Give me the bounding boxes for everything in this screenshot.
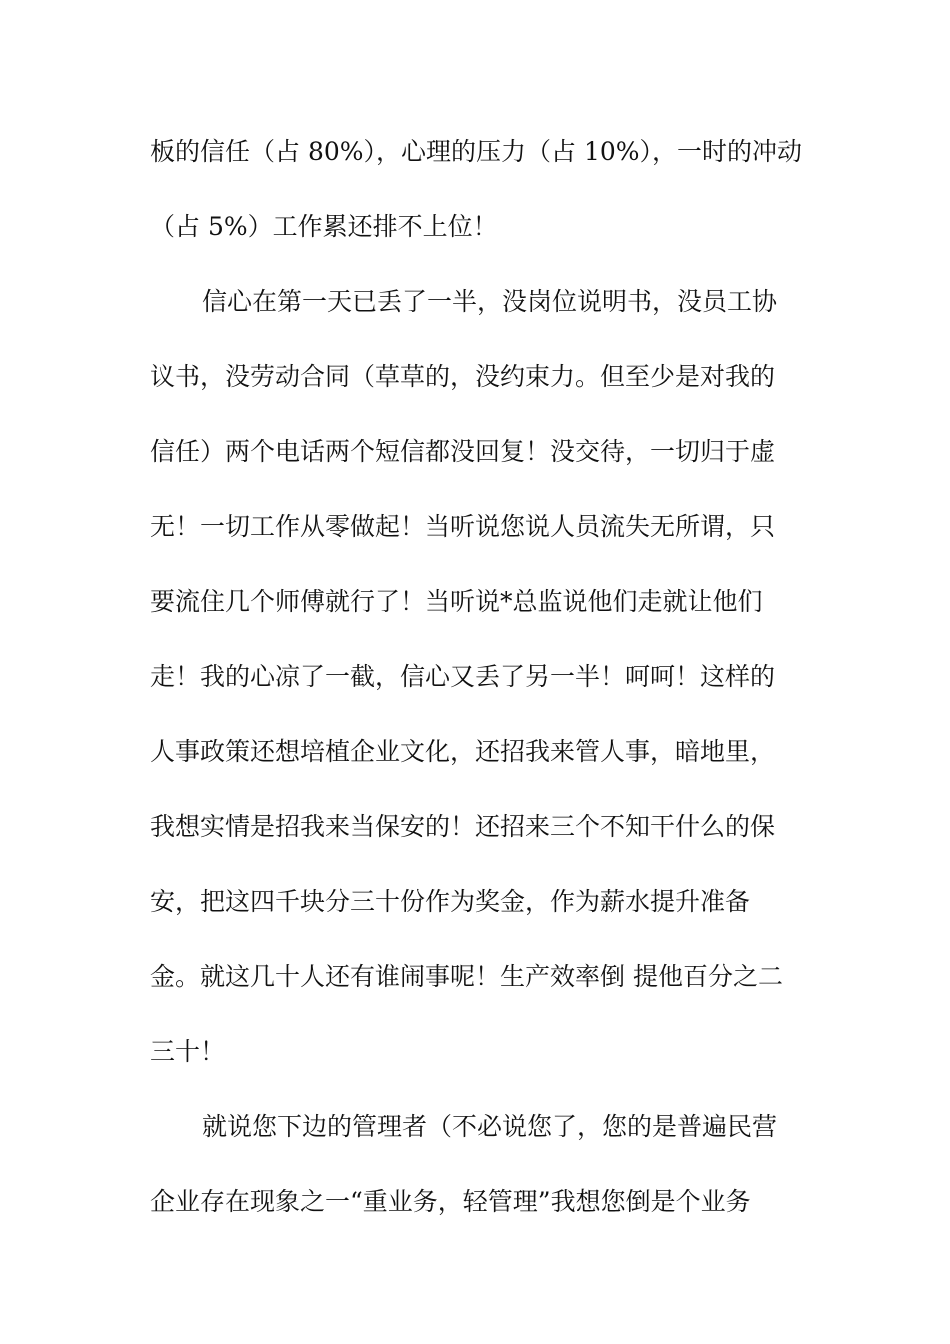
text-line: 无！一切工作从零做起！当听说您说人员流失无所谓，只 (150, 512, 776, 541)
text-line: （占 5%）工作累还排不上位！ (150, 212, 498, 241)
text-line: 金。就这几十人还有谁闹事呢！生产效率倒 提他百分之二 (150, 962, 783, 991)
text-line: 安，把这四千块分三十份作为奖金，作为薪水提升准备 (150, 887, 751, 916)
text-line: 信任）两个电话两个短信都没回复！没交待，一切归于虚 (150, 437, 776, 466)
text-line: 走！我的心凉了一截，信心又丢了另一半！呵呵！这样的 (150, 662, 776, 691)
paragraph-start-line: 信心在第一天已丢了一半，没岗位说明书，没员工协 (202, 287, 778, 316)
paragraph-start-line: 就说您下边的管理者（不必说您了，您的是普遍民营 (202, 1112, 778, 1141)
text-line: 议书，没劳动合同（草草的，没约束力。但至少是对我的 (150, 362, 776, 391)
text-line: 我想实情是招我来当保安的！还招来三个不知干什么的保 (150, 812, 776, 841)
text-line: 企业存在现象之一“重业务，轻管理”我想您倒是个业务 (150, 1187, 751, 1216)
text-line: 三十！ (150, 1037, 226, 1066)
text-line: 人事政策还想培植企业文化，还招我来管人事，暗地里， (150, 737, 776, 766)
text-line: 板的信任（占 80%），心理的压力（占 10%），一时的冲动 (150, 137, 803, 166)
text-line: 要流住几个师傅就行了！当听说*总监说他们走就让他们 (150, 587, 763, 616)
